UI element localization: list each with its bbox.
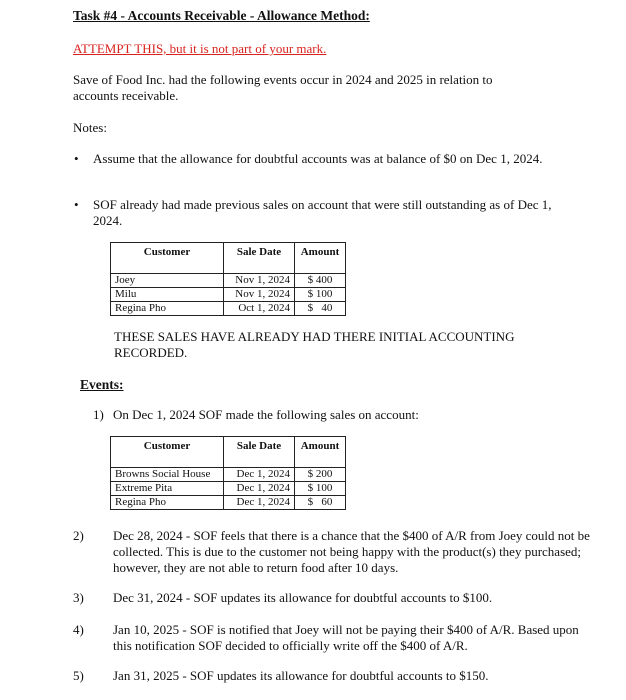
cell-amount: $ 100 <box>295 481 346 495</box>
cell-date: Dec 1, 2024 <box>224 481 295 495</box>
cell-date: Nov 1, 2024 <box>224 287 295 301</box>
event-number: 5) <box>73 668 84 683</box>
event-item-1 <box>93 407 573 423</box>
attempt-note: ATTEMPT THIS, but it is not part of your mark. <box>73 41 327 56</box>
header-sale-date: Sale Date <box>224 437 295 456</box>
cell-customer: Extreme Pita <box>111 481 224 495</box>
event-number: 1) <box>93 407 104 422</box>
december-sales-table <box>110 436 346 510</box>
header-amount: Amount <box>295 243 346 262</box>
cell-customer: Milu <box>111 287 224 301</box>
table-row <box>111 287 346 301</box>
cell-amount: $ 40 <box>295 301 346 315</box>
table-header-row <box>111 243 346 262</box>
event-number: 4) <box>73 622 84 637</box>
table-row <box>111 467 346 481</box>
event-text: Dec 28, 2024 - SOF feels that there is a chance that the $400 of A/R from Joey could not be collected. This is due to the customer not being happy with the product(s) they purchased; however, they are not able to return food after 10 days. <box>113 528 590 575</box>
bullet-icon: • <box>74 151 79 166</box>
header-customer: Customer <box>111 437 224 456</box>
table-row <box>111 273 346 287</box>
recorded-note: THESE SALES HAVE ALREADY HAD THERE INITIAL ACCOUNTING RECORDED. <box>114 329 515 360</box>
table-row <box>111 301 346 315</box>
cell-customer: Joey <box>111 273 224 287</box>
cell-date: Dec 1, 2024 <box>224 467 295 481</box>
cell-customer: Browns Social House <box>111 467 224 481</box>
table-row <box>111 481 346 495</box>
note-bullet-2: SOF already had made previous sales on account that were still outstanding as of Dec 1, 2024. <box>93 197 552 228</box>
header-customer: Customer <box>111 243 224 262</box>
event-text: Jan 10, 2025 - SOF is notified that Joey will not be paying their $400 of A/R. Based upon this notification SOF decided to officially write off the $400 of A/R. <box>113 622 579 653</box>
header-sale-date: Sale Date <box>224 243 295 262</box>
event-item-2 <box>73 528 593 576</box>
table-row <box>111 495 346 509</box>
event-number: 2) <box>73 528 84 543</box>
event-item-4 <box>73 622 583 654</box>
bullet-icon: • <box>74 197 79 212</box>
cell-date: Nov 1, 2024 <box>224 273 295 287</box>
table-header-row <box>111 437 346 456</box>
cell-amount: $ 100 <box>295 287 346 301</box>
previous-sales-table <box>110 242 346 316</box>
task-title: Task #4 - Accounts Receivable - Allowance Method: <box>73 8 370 23</box>
cell-amount: $ 200 <box>295 467 346 481</box>
event-number: 3) <box>73 590 84 605</box>
header-amount: Amount <box>295 437 346 456</box>
cell-date: Oct 1, 2024 <box>224 301 295 315</box>
event-text: Dec 31, 2024 - SOF updates its allowance for doubtful accounts to $100. <box>113 590 493 605</box>
note-bullet-1: Assume that the allowance for doubtful accounts was at balance of $0 on Dec 1, 2024. <box>93 151 543 166</box>
event-item-3 <box>73 590 593 606</box>
intro-paragraph: Save of Food Inc. had the following events occur in 2024 and 2025 in relation to accounts receivable. <box>73 72 493 103</box>
event-text: Jan 31, 2025 - SOF updates its allowance for doubtful accounts to $150. <box>113 668 489 683</box>
notes-label: Notes: <box>73 120 107 135</box>
cell-customer: Regina Pho <box>111 301 224 315</box>
cell-amount: $ 60 <box>295 495 346 509</box>
event-item-5 <box>73 668 593 684</box>
cell-customer: Regina Pho <box>111 495 224 509</box>
events-heading: Events: <box>80 377 124 392</box>
cell-amount: $ 400 <box>295 273 346 287</box>
cell-date: Dec 1, 2024 <box>224 495 295 509</box>
event-text: On Dec 1, 2024 SOF made the following sales on account: <box>113 407 419 422</box>
